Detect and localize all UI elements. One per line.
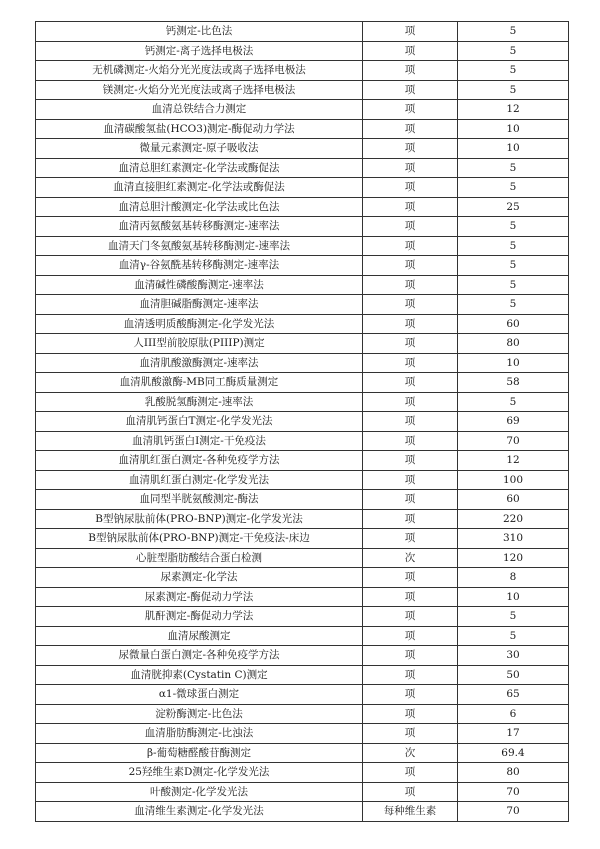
item-name-cell: 淀粉酶测定-比色法 [36, 704, 363, 724]
item-name-cell: B型钠尿肽前体(PRO-BNP)测定-化学发光法 [36, 509, 363, 529]
item-name-cell: 血清总铁结合力测定 [36, 100, 363, 120]
item-name-cell: 血清肌钙蛋白Ⅰ测定-干免疫法 [36, 431, 363, 451]
price-cell: 50 [458, 665, 569, 685]
item-name-cell: 25羟维生素D测定-化学发光法 [36, 763, 363, 783]
item-name-cell: 肌酐测定-酶促动力学法 [36, 607, 363, 627]
item-name-cell: 叶酸测定-化学发光法 [36, 782, 363, 802]
price-cell: 60 [458, 490, 569, 510]
table-row [36, 587, 569, 607]
item-name-cell: 血清直接胆红素测定-化学法或酶促法 [36, 178, 363, 198]
price-cell: 60 [458, 314, 569, 334]
table-row [36, 724, 569, 744]
item-name-cell: 血清总胆汁酸测定-化学法或比色法 [36, 197, 363, 217]
table-row [36, 61, 569, 81]
price-cell: 5 [458, 392, 569, 412]
table-row [36, 646, 569, 666]
table-row [36, 743, 569, 763]
table-row [36, 685, 569, 705]
price-cell: 58 [458, 373, 569, 393]
unit-cell: 项 [363, 529, 458, 549]
price-cell: 12 [458, 451, 569, 471]
unit-cell: 项 [363, 178, 458, 198]
unit-cell: 项 [363, 626, 458, 646]
price-cell: 80 [458, 334, 569, 354]
price-cell: 5 [458, 41, 569, 61]
item-name-cell: 血清胆碱脂酶测定-速率法 [36, 295, 363, 315]
item-name-cell: 血清胱抑素(Cystatin C)测定 [36, 665, 363, 685]
price-cell: 70 [458, 802, 569, 822]
item-name-cell: α1-微球蛋白测定 [36, 685, 363, 705]
price-cell: 120 [458, 548, 569, 568]
table-row [36, 470, 569, 490]
unit-cell: 次 [363, 548, 458, 568]
table-row [36, 529, 569, 549]
price-table-body [36, 22, 569, 822]
unit-cell: 项 [363, 236, 458, 256]
table-row [36, 275, 569, 295]
item-name-cell: 血清碳酸氢盐(HCO3)测定-酶促动力学法 [36, 119, 363, 139]
item-name-cell: 无机磷测定-火焰分光光度法或离子选择电极法 [36, 61, 363, 81]
unit-cell: 每种维生素 [363, 802, 458, 822]
price-cell: 5 [458, 607, 569, 627]
table-row [36, 80, 569, 100]
unit-cell: 项 [363, 646, 458, 666]
table-row [36, 626, 569, 646]
item-name-cell: 微量元素测定-原子吸收法 [36, 139, 363, 159]
table-row [36, 314, 569, 334]
item-name-cell: 血清总胆红素测定-化学法或酶促法 [36, 158, 363, 178]
table-row [36, 295, 569, 315]
unit-cell: 项 [363, 490, 458, 510]
unit-cell: 项 [363, 80, 458, 100]
price-cell: 8 [458, 568, 569, 588]
item-name-cell: 钙测定-离子选择电极法 [36, 41, 363, 61]
table-row [36, 41, 569, 61]
table-row [36, 568, 569, 588]
table-row [36, 763, 569, 783]
price-table [35, 21, 569, 822]
price-cell: 5 [458, 178, 569, 198]
table-row [36, 256, 569, 276]
price-cell: 80 [458, 763, 569, 783]
price-cell: 30 [458, 646, 569, 666]
table-row [36, 431, 569, 451]
table-row [36, 782, 569, 802]
item-name-cell: 尿素测定-酶促动力学法 [36, 587, 363, 607]
unit-cell: 项 [363, 431, 458, 451]
item-name-cell: 尿微量白蛋白测定-各种免疫学方法 [36, 646, 363, 666]
table-row [36, 22, 569, 42]
price-cell: 5 [458, 80, 569, 100]
item-name-cell: 血清脂肪酶测定-比浊法 [36, 724, 363, 744]
item-name-cell: 人III型前胶原肽(PIIIP)测定 [36, 334, 363, 354]
table-row [36, 548, 569, 568]
unit-cell: 项 [363, 451, 458, 471]
unit-cell: 项 [363, 607, 458, 627]
price-cell: 70 [458, 431, 569, 451]
item-name-cell: 尿素测定-化学法 [36, 568, 363, 588]
unit-cell: 项 [363, 275, 458, 295]
unit-cell: 项 [363, 119, 458, 139]
table-row [36, 451, 569, 471]
unit-cell: 项 [363, 295, 458, 315]
item-name-cell: 血同型半胱氨酸测定-酶法 [36, 490, 363, 510]
price-cell: 65 [458, 685, 569, 705]
table-row [36, 353, 569, 373]
table-row [36, 704, 569, 724]
unit-cell: 项 [363, 392, 458, 412]
unit-cell: 项 [363, 470, 458, 490]
unit-cell: 项 [363, 587, 458, 607]
table-row [36, 334, 569, 354]
table-row [36, 217, 569, 237]
price-cell: 69 [458, 412, 569, 432]
item-name-cell: 血清肌酸激酶-MB同工酶质量测定 [36, 373, 363, 393]
item-name-cell: 血清丙氨酸氨基转移酶测定-速率法 [36, 217, 363, 237]
item-name-cell: 血清尿酸测定 [36, 626, 363, 646]
unit-cell: 项 [363, 314, 458, 334]
item-name-cell: 血清肌红蛋白测定-各种免疫学方法 [36, 451, 363, 471]
price-cell: 220 [458, 509, 569, 529]
item-name-cell: 血清碱性磷酸酶测定-速率法 [36, 275, 363, 295]
table-row [36, 139, 569, 159]
price-cell: 10 [458, 587, 569, 607]
price-cell: 70 [458, 782, 569, 802]
item-name-cell: 血清透明质酸酶测定-化学发光法 [36, 314, 363, 334]
price-cell: 5 [458, 256, 569, 276]
price-cell: 310 [458, 529, 569, 549]
unit-cell: 项 [363, 61, 458, 81]
price-cell: 5 [458, 626, 569, 646]
price-cell: 5 [458, 158, 569, 178]
table-row [36, 412, 569, 432]
price-cell: 100 [458, 470, 569, 490]
price-cell: 5 [458, 295, 569, 315]
price-cell: 69.4 [458, 743, 569, 763]
price-cell: 6 [458, 704, 569, 724]
price-cell: 12 [458, 100, 569, 120]
unit-cell: 项 [363, 373, 458, 393]
unit-cell: 项 [363, 158, 458, 178]
unit-cell: 项 [363, 412, 458, 432]
table-row [36, 197, 569, 217]
item-name-cell: 血清天门冬氨酸氨基转移酶测定-速率法 [36, 236, 363, 256]
unit-cell: 项 [363, 685, 458, 705]
table-row [36, 607, 569, 627]
price-cell: 5 [458, 236, 569, 256]
unit-cell: 项 [363, 353, 458, 373]
item-name-cell: 镁测定-火焰分光光度法或离子选择电极法 [36, 80, 363, 100]
table-row [36, 178, 569, 198]
unit-cell: 项 [363, 139, 458, 159]
unit-cell: 项 [363, 197, 458, 217]
price-cell: 25 [458, 197, 569, 217]
unit-cell: 项 [363, 724, 458, 744]
item-name-cell: β-葡萄糖醛酸苷酶测定 [36, 743, 363, 763]
table-row [36, 373, 569, 393]
item-name-cell: 心脏型脂肪酸结合蛋白检测 [36, 548, 363, 568]
item-name-cell: 乳酸脱氢酶测定-速率法 [36, 392, 363, 412]
unit-cell: 项 [363, 509, 458, 529]
table-row [36, 236, 569, 256]
unit-cell: 项 [363, 334, 458, 354]
unit-cell: 项 [363, 256, 458, 276]
item-name-cell: 血清肌钙蛋白T测定-化学发光法 [36, 412, 363, 432]
item-name-cell: 血清肌红蛋白测定-化学发光法 [36, 470, 363, 490]
unit-cell: 项 [363, 22, 458, 42]
price-cell: 10 [458, 139, 569, 159]
unit-cell: 项 [363, 763, 458, 783]
unit-cell: 项 [363, 704, 458, 724]
unit-cell: 项 [363, 100, 458, 120]
table-row [36, 158, 569, 178]
price-cell: 17 [458, 724, 569, 744]
table-row [36, 490, 569, 510]
table-row [36, 119, 569, 139]
item-name-cell: B型钠尿肽前体(PRO-BNP)测定-干免疫法-床边 [36, 529, 363, 549]
price-cell: 5 [458, 275, 569, 295]
unit-cell: 项 [363, 568, 458, 588]
price-cell: 5 [458, 217, 569, 237]
unit-cell: 项 [363, 41, 458, 61]
table-row [36, 665, 569, 685]
item-name-cell: 血清肌酸激酶测定-速率法 [36, 353, 363, 373]
table-row [36, 100, 569, 120]
table-row [36, 802, 569, 822]
price-cell: 10 [458, 119, 569, 139]
item-name-cell: 血清γ-谷氨酰基转移酶测定-速率法 [36, 256, 363, 276]
unit-cell: 项 [363, 782, 458, 802]
unit-cell: 项 [363, 217, 458, 237]
unit-cell: 次 [363, 743, 458, 763]
price-cell: 5 [458, 61, 569, 81]
price-cell: 10 [458, 353, 569, 373]
table-row [36, 509, 569, 529]
table-row [36, 392, 569, 412]
item-name-cell: 血清维生素测定-化学发光法 [36, 802, 363, 822]
price-cell: 5 [458, 22, 569, 42]
item-name-cell: 钙测定-比色法 [36, 22, 363, 42]
unit-cell: 项 [363, 665, 458, 685]
